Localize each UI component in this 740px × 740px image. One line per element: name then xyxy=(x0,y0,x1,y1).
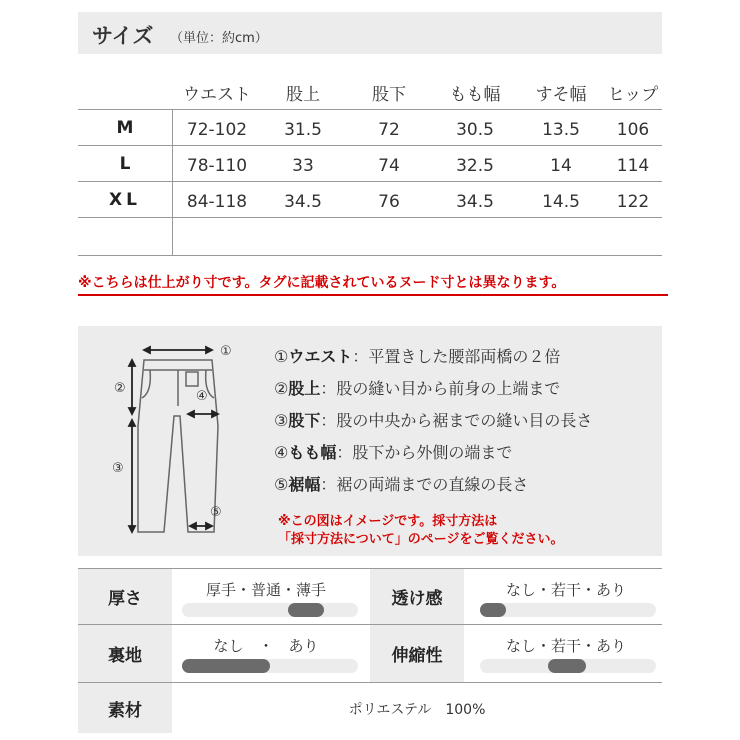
pants-diagram xyxy=(106,336,246,546)
note-underline xyxy=(78,294,668,296)
diagram-note-line-1: ※この図はイメージです。採寸方法は xyxy=(278,514,498,529)
stretch-options: なし・若干・あり xyxy=(505,637,626,655)
unit-label: （単位：約cm） xyxy=(170,31,268,46)
cell-rise: 33 xyxy=(292,156,314,176)
cell-hem: 14.5 xyxy=(542,192,580,212)
cell-thigh: 32.5 xyxy=(456,156,494,176)
desc-hem: ⑤裾幅：裾の両端までの直線の長さ xyxy=(274,475,529,494)
cell-waist: 78-110 xyxy=(186,156,248,176)
column-header-hip: ヒップ xyxy=(607,85,659,105)
desc-waist: ①ウエスト：平置きした腰部両橋の２倍 xyxy=(274,347,561,366)
table-row xyxy=(78,182,662,218)
attr-row-1 xyxy=(78,569,662,625)
pants-outline-icon xyxy=(138,360,218,532)
table-divider xyxy=(172,110,173,256)
measurement-diagram xyxy=(78,326,662,556)
stretch-level xyxy=(548,659,586,673)
material-value: ポリエステル 100% xyxy=(348,702,486,718)
column-header-waist: ウエスト xyxy=(183,85,251,105)
diagram-note-line-2: 「採寸方法について」のページをご覧ください。 xyxy=(278,532,564,547)
cell-rise: 31.5 xyxy=(284,120,322,140)
marker-1: ① xyxy=(220,344,232,359)
attributes-table xyxy=(78,568,662,732)
column-header-rise: 股上 xyxy=(286,85,320,105)
finished-size-note: ※こちらは仕上がり寸です。タグに記載されているヌード寸とは異なります。 xyxy=(78,275,566,291)
marker-3: ③ xyxy=(112,461,124,476)
table-row xyxy=(78,110,662,146)
lining-level xyxy=(182,659,270,673)
size-label: XL xyxy=(109,190,141,210)
size-label: M xyxy=(116,118,134,138)
table-header-row xyxy=(78,70,662,110)
size-label: L xyxy=(119,154,131,174)
lining-options: なし ・ あり xyxy=(213,637,319,655)
attr-label-stretch: 伸縮性 xyxy=(370,625,464,682)
transparency-level xyxy=(480,603,506,617)
marker-5: ⑤ xyxy=(210,505,222,520)
cell-hip: 122 xyxy=(616,192,650,212)
cell-hem: 14 xyxy=(550,156,572,176)
transparency-track xyxy=(480,603,656,617)
cell-rise: 34.5 xyxy=(284,192,322,212)
cell-inseam: 76 xyxy=(378,192,400,212)
marker-2: ② xyxy=(114,381,126,396)
table-row-empty xyxy=(78,218,662,256)
column-header-inseam: 股下 xyxy=(372,85,406,105)
thickness-options: 厚手・普通・薄手 xyxy=(205,581,326,599)
desc-thigh: ④もも幅：股下から外側の端まで xyxy=(274,443,513,462)
attr-row-3 xyxy=(78,683,662,733)
attr-label-transparency: 透け感 xyxy=(370,569,464,624)
table-row xyxy=(78,146,662,182)
cell-inseam: 74 xyxy=(378,156,400,176)
attr-label-lining: 裏地 xyxy=(78,625,172,682)
desc-inseam: ③股下：股の中央から裾までの縫い目の長さ xyxy=(274,411,593,430)
column-header-hem: すそ幅 xyxy=(535,85,587,105)
marker-4: ④ xyxy=(196,389,208,404)
size-header xyxy=(78,12,662,54)
attr-label-thickness: 厚さ xyxy=(78,569,172,624)
page-title: サイズ xyxy=(92,24,154,48)
attr-label-material: 素材 xyxy=(78,683,172,733)
cell-waist: 84-118 xyxy=(186,192,248,212)
cell-waist: 72-102 xyxy=(186,120,248,140)
cell-hem: 13.5 xyxy=(542,120,580,140)
transparency-options: なし・若干・あり xyxy=(505,581,626,599)
thickness-track xyxy=(182,603,358,617)
cell-thigh: 34.5 xyxy=(456,192,494,212)
thickness-level xyxy=(288,603,324,617)
cell-hip: 114 xyxy=(616,156,650,176)
attr-row-2 xyxy=(78,625,662,683)
cell-hip: 106 xyxy=(616,120,650,140)
cell-thigh: 30.5 xyxy=(456,120,494,140)
column-header-thigh: もも幅 xyxy=(449,85,501,105)
cell-inseam: 72 xyxy=(378,120,400,140)
desc-rise: ②股上：股の縫い目から前身の上端まで xyxy=(274,379,561,398)
